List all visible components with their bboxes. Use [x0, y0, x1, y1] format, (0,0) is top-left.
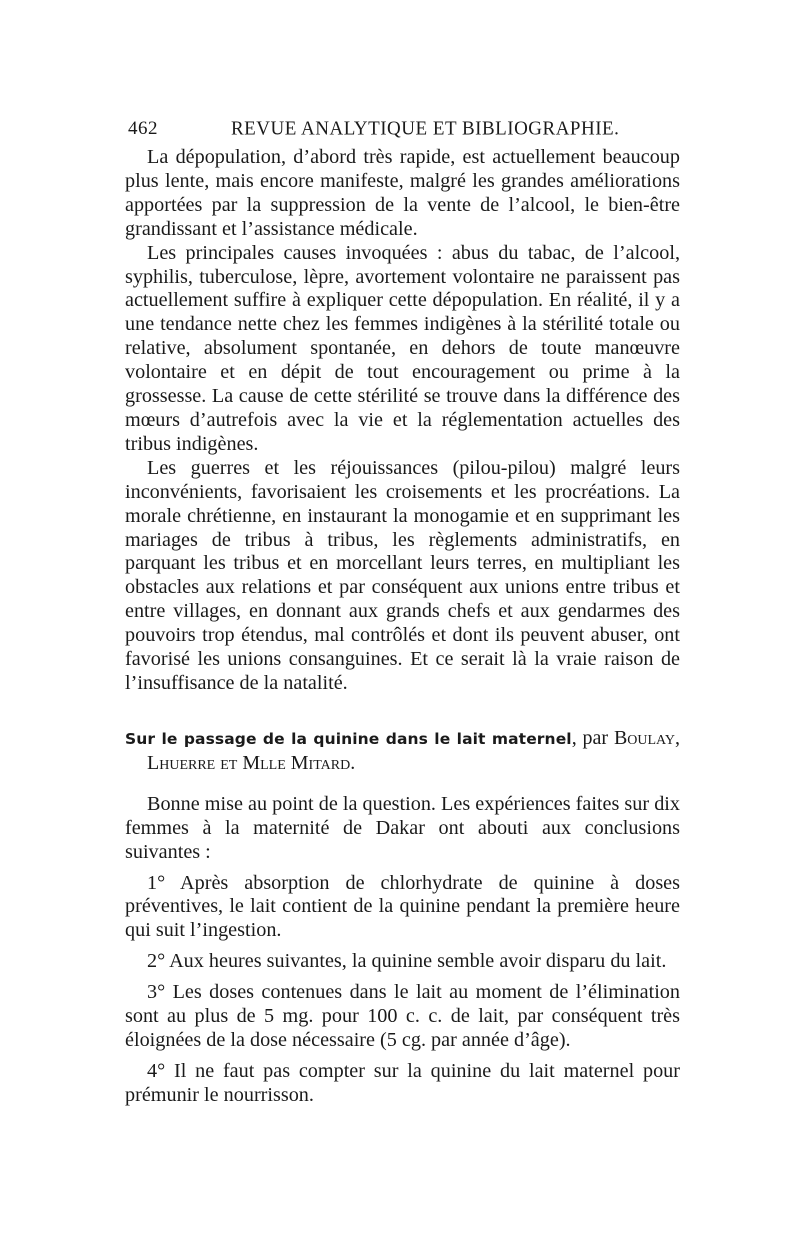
article-authors: Boulay, Lhuerre et Mlle Mitard.: [147, 726, 680, 774]
conclusion-item-1: 1° Après absorption de chlorhydrate de quinine à doses préventives, le lait contient de la quinine pendant la première heure qui suit l’ingestion.: [125, 871, 680, 942]
conclusion-item-4: 4° Il ne faut pas compter sur la quinine du lait maternel pour prémunir le nourrisson.: [125, 1059, 680, 1106]
conclusion-item-3: 3° Les doses contenues dans le lait au moment de l’élimination sont au plus de 5 mg. pour 100 c. c. de lait, par conséquent très éloignées de la dose nécessaire (5 cg. par année d’âge).: [125, 981, 680, 1051]
page: [125, 118, 680, 1108]
article-heading: [125, 726, 680, 775]
article-title: Sur le passage de la quinine dans le lait maternel: [125, 729, 572, 748]
running-title: REVUE ANALYTIQUE ET BIBLIOGRAPHIE.: [231, 117, 620, 140]
page-number: 462: [128, 118, 158, 139]
conclusion-item-2: 2° Aux heures suivantes, la quinine semble avoir disparu du lait.: [147, 950, 667, 973]
body-paragraph-causes: Les principales causes invoquées : abus du tabac, de l’alcool, syphilis, tuberculose, lèpre, avortement volontaire ne paraissent pas actuellement suffire à expliquer cette dépopulation. En réalité, il y a une tendance nette chez les femmes indigènes à la stérilité totale ou relative, absolument spontanée, en dehors de toute manœuvre volontaire et en dépit de tout encouragement ou prime à la grossesse. La cause de cette stérilité se trouve dans la différence des mœurs d’autrefois avec la vie et la réglementation actuelles des tribus indigènes.: [125, 241, 680, 455]
body-paragraph-wars: Les guerres et les réjouissances (pilou-pilou) malgré leurs inconvénients, favorisaient les croisements et les procréations. La morale chrétienne, en instaurant la monogamie et en supprimant les mariages de tribus à tribus, les règlements administratifs, en parquant les tribus et en morcellant leurs terres, en multipliant les obstacles aux relations et par conséquent aux unions entre tribus et entre villages, en donnant aux grands chefs et aux gendarmes des pouvoirs trop étendus, mal contrôlés et dont ils peuvent abuser, ont favorisé les unions consanguines. Et ce serait là la vraie raison de l’insuffisance de la natalité.: [125, 456, 680, 694]
body-paragraph-depopulation: La dépopulation, d’abord très rapide, est actuellement beaucoup plus lente, mais encore manifeste, malgré les grandes améliorations apportées par la suppression de la vente de l’alcool, le bien-être grandissant et l’assistance médicale.: [125, 146, 680, 240]
review-intro: Bonne mise au point de la question. Les expériences faites sur dix femmes à la maternité de Dakar ont abouti aux conclusions suivantes :: [125, 792, 680, 863]
article-by: , par: [571, 726, 614, 749]
running-head: [125, 118, 680, 140]
